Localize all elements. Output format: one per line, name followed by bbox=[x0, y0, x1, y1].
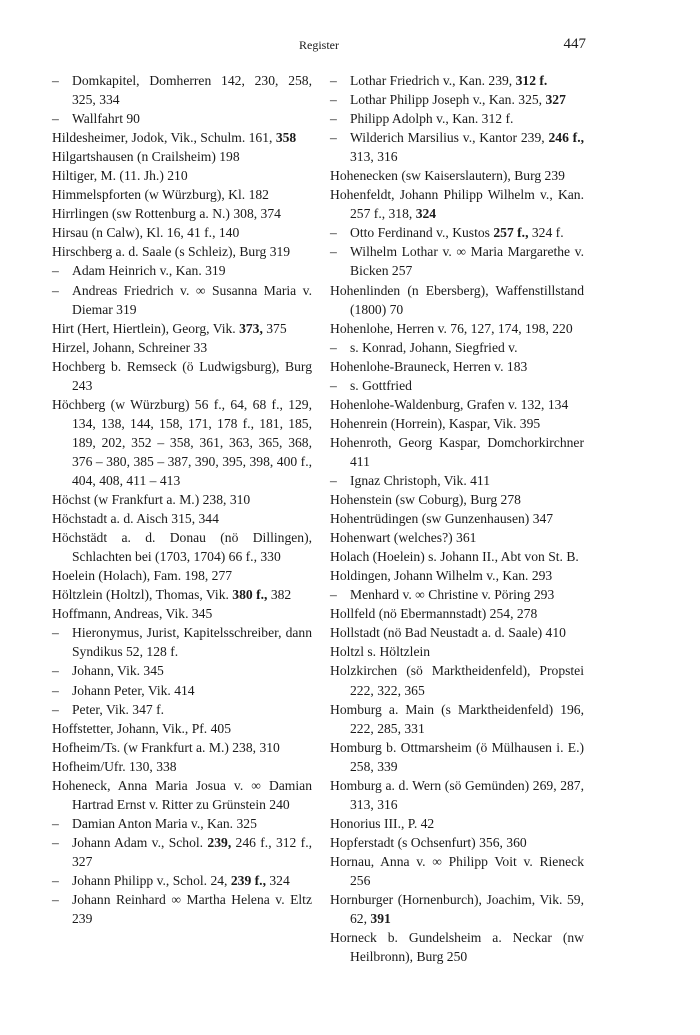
index-entry bbox=[330, 623, 584, 642]
subentry-dash: – bbox=[52, 892, 59, 908]
index-entry bbox=[52, 147, 312, 166]
entry-text-continued: 382 bbox=[267, 587, 292, 603]
entry-text: Hollfeld (nö Ebermannstadt) 254, 278 bbox=[330, 606, 538, 622]
entry-text: Höchstädt a. d. Donau (nö Dillingen), Schlachten bei (1703, 1704) 66 f., 330 bbox=[52, 530, 312, 565]
index-entry bbox=[330, 528, 584, 547]
index-entry bbox=[330, 661, 584, 699]
subentry-dash: – bbox=[52, 663, 59, 679]
index-entry bbox=[52, 585, 312, 604]
entry-text: s. Gottfried bbox=[350, 377, 412, 393]
entry-bold-reference: 312 f. bbox=[515, 73, 548, 88]
page-number: 447 bbox=[563, 36, 586, 52]
index-entry bbox=[52, 357, 312, 395]
index-subentry bbox=[52, 71, 312, 109]
subentry-dash: – bbox=[330, 377, 337, 393]
entry-text: Andreas Friedrich v. ∞ Susanna Maria v. Diemar 319 bbox=[72, 282, 312, 317]
index-entry bbox=[330, 185, 584, 223]
entry-text: Otto Ferdinand v., Kustos bbox=[350, 225, 494, 241]
entry-text: Honorius III., P. 42 bbox=[330, 815, 435, 831]
subentry-dash: – bbox=[330, 339, 337, 355]
index-entry bbox=[52, 395, 312, 490]
entry-bold-reference: 391 bbox=[370, 911, 391, 927]
entry-text: Hirzel, Johann, Schreiner 33 bbox=[52, 339, 208, 355]
entry-text: Hohenwart (welches?) 361 bbox=[330, 530, 477, 546]
entry-bold-reference: 239, bbox=[207, 834, 232, 850]
index-subentry bbox=[330, 338, 584, 357]
entry-text: Hohenrein (Horrein), Kaspar, Vik. 395 bbox=[330, 415, 541, 431]
index-subentry bbox=[52, 281, 312, 319]
subentry-dash: – bbox=[52, 263, 59, 279]
entry-text: Hoheneck, Anna Maria Josua v. ∞ Damian Hartrad Ernst v. Ritter zu Grünstein 240 bbox=[52, 777, 312, 812]
entry-text-continued: 324 f. bbox=[528, 225, 564, 241]
index-subentry bbox=[330, 90, 584, 109]
index-entry bbox=[330, 776, 584, 814]
index-entry bbox=[52, 166, 312, 185]
entry-text: Hohenecken (sw Kaiserslautern), Burg 239 bbox=[330, 168, 565, 184]
entry-text: Damian Anton Maria v., Kan. 325 bbox=[72, 815, 257, 831]
index-entry bbox=[330, 414, 584, 433]
subentry-dash: – bbox=[52, 701, 59, 717]
index-entry bbox=[330, 490, 584, 509]
entry-text: Hornburger (Hornenburch), Joachim, Vik. 59, 62, bbox=[330, 892, 584, 927]
index-subentry bbox=[52, 890, 312, 928]
entry-text: Homburg b. Ottmarsheim (ö Mülhausen i. E.) 258, 339 bbox=[330, 739, 584, 774]
index-entry bbox=[52, 242, 312, 261]
index-subentry bbox=[330, 585, 584, 604]
index-subentry bbox=[330, 223, 584, 242]
index-subentry bbox=[330, 128, 584, 166]
entry-text: Menhard v. ∞ Christine v. Pöring 293 bbox=[350, 587, 555, 603]
entry-text: Horneck b. Gundelsheim a. Neckar (nw Heilbronn), Burg 250 bbox=[330, 930, 584, 965]
index-entry bbox=[330, 547, 584, 566]
index-subentry bbox=[52, 661, 312, 680]
entry-bold-reference: 358 bbox=[275, 130, 297, 146]
entry-text: Johann Philipp v., Schol. 24, bbox=[72, 872, 231, 888]
entry-text: Hilgartshausen (n Crailsheim) 198 bbox=[52, 149, 240, 165]
entry-text: Hirt (Hert, Hiertlein), Georg, Vik. bbox=[52, 320, 240, 336]
index-entry bbox=[52, 204, 312, 223]
entry-text: Hohenlohe, Herren v. 76, 127, 174, 198, 220 bbox=[330, 320, 573, 336]
index-column-left bbox=[52, 71, 312, 928]
entry-text: Homburg a. d. Wern (sö Gemünden) 269, 287, 313, 316 bbox=[330, 777, 584, 812]
entry-text: Höchstadt a. d. Aisch 315, 344 bbox=[52, 511, 219, 527]
index-entry bbox=[330, 833, 584, 852]
index-entry bbox=[52, 719, 312, 738]
entry-bold-reference: 373, bbox=[239, 320, 263, 336]
subentry-dash: – bbox=[330, 244, 337, 260]
subentry-dash: – bbox=[52, 111, 59, 127]
entry-text: Hirrlingen (sw Rottenburg a. N.) 308, 374 bbox=[52, 206, 281, 222]
entry-text: Peter, Vik. 347 f. bbox=[72, 701, 165, 717]
index-entry bbox=[330, 890, 584, 928]
index-entry bbox=[52, 776, 312, 814]
index-entry bbox=[52, 490, 312, 509]
index-entry bbox=[330, 357, 584, 376]
subentry-dash: – bbox=[330, 92, 337, 108]
index-entry bbox=[330, 928, 584, 966]
entry-text: Ignaz Christoph, Vik. 411 bbox=[350, 472, 491, 488]
subentry-dash: – bbox=[52, 73, 59, 88]
index-entry bbox=[330, 319, 584, 338]
index-subentry bbox=[330, 71, 584, 90]
index-entry bbox=[52, 185, 312, 204]
index-entry bbox=[52, 528, 312, 566]
entry-bold-reference: 327 bbox=[545, 92, 566, 108]
entry-text: Hieronymus, Jurist, Kapitelsschreiber, dann Syndikus 52, 128 f. bbox=[72, 625, 312, 660]
index-subentry bbox=[330, 471, 584, 490]
entry-bold-reference: 324 bbox=[415, 206, 437, 222]
subentry-dash: – bbox=[330, 130, 337, 146]
entry-text-continued: 246 f., 312 f., 327 bbox=[72, 834, 312, 869]
subentry-dash: – bbox=[330, 73, 337, 88]
subentry-dash: – bbox=[330, 587, 337, 603]
entry-text: Hornau, Anna v. ∞ Philipp Voit v. Rieneck 256 bbox=[330, 853, 584, 888]
entry-text: Hohenroth, Georg Kaspar, Domchorkirchner 411 bbox=[330, 434, 584, 469]
index-entry bbox=[330, 166, 584, 185]
entry-text: Hohenlohe-Brauneck, Herren v. 183 bbox=[330, 358, 528, 374]
index-entry bbox=[52, 566, 312, 585]
index-entry bbox=[330, 281, 584, 319]
index-entry bbox=[52, 757, 312, 776]
index-entry bbox=[330, 604, 584, 623]
entry-bold-reference: 380 f., bbox=[232, 587, 268, 603]
entry-text: Holach (Hoelein) s. Johann II., Abt von St. B. bbox=[330, 549, 579, 565]
subentry-dash: – bbox=[330, 225, 337, 241]
entry-text: Hildesheimer, Jodok, Vik., Schulm. 161, bbox=[52, 130, 276, 146]
index-subentry bbox=[52, 814, 312, 833]
entry-text-continued: 324 bbox=[265, 872, 290, 888]
index-column-right bbox=[330, 71, 584, 966]
entry-text: Hohenlinden (n Ebersberg), Waffenstillstand (1800) 70 bbox=[330, 282, 584, 317]
entry-text: Hofheim/Ufr. 130, 338 bbox=[52, 758, 177, 774]
entry-text: Holzkirchen (sö Marktheidenfeld), Propstei 222, 322, 365 bbox=[330, 663, 584, 698]
index-entry bbox=[52, 223, 312, 242]
entry-bold-reference: 246 f., bbox=[548, 130, 584, 146]
entry-text: Johann Adam v., Schol. bbox=[72, 834, 208, 850]
entry-text: Wallfahrt 90 bbox=[72, 111, 140, 127]
entry-text: Hiltiger, M. (11. Jh.) 210 bbox=[52, 168, 188, 184]
entry-text: Wilhelm Lothar v. ∞ Maria Margarethe v. Bicken 257 bbox=[350, 244, 584, 279]
entry-text: Hohenstein (sw Coburg), Burg 278 bbox=[330, 492, 521, 508]
subentry-dash: – bbox=[330, 111, 337, 127]
entry-text: Wilderich Marsilius v., Kantor 239, bbox=[350, 130, 549, 146]
entry-text: Adam Heinrich v., Kan. 319 bbox=[72, 263, 226, 279]
index-entry bbox=[330, 814, 584, 833]
index-subentry bbox=[52, 681, 312, 700]
entry-text-continued: 375 bbox=[262, 320, 287, 336]
entry-text: Hopferstadt (s Ochsenfurt) 356, 360 bbox=[330, 834, 527, 850]
index-entry bbox=[330, 509, 584, 528]
entry-text: Hirsau (n Calw), Kl. 16, 41 f., 140 bbox=[52, 225, 240, 241]
entry-text: Hollstadt (nö Bad Neustadt a. d. Saale) 410 bbox=[330, 625, 566, 641]
entry-text: Philipp Adolph v., Kan. 312 f. bbox=[350, 111, 514, 127]
index-entry bbox=[52, 128, 312, 147]
subentry-dash: – bbox=[330, 472, 337, 488]
entry-text: Johann, Vik. 345 bbox=[72, 663, 164, 679]
index-subentry bbox=[52, 109, 312, 128]
index-entry bbox=[330, 642, 584, 661]
entry-text: Hohenlohe-Waldenburg, Grafen v. 132, 134 bbox=[330, 396, 569, 412]
index-entry bbox=[52, 738, 312, 757]
entry-text: Lothar Philipp Joseph v., Kan. 325, bbox=[350, 92, 546, 108]
index-subentry bbox=[330, 242, 584, 280]
index-entry bbox=[330, 700, 584, 738]
entry-bold-reference: 257 f., bbox=[493, 225, 529, 241]
entry-text: Lothar Friedrich v., Kan. 239, bbox=[350, 73, 516, 88]
entry-text: Höchberg (w Würzburg) 56 f., 64, 68 f., 129, 134, 138, 144, 158, 171, 178 f., 181, 185, 189, 202, 352 – 358, 361, 363, 365, 368, 376 – 380, 385 – 387, 390, 395, 398, 400 f., 404, 408, 411 – 413 bbox=[52, 396, 312, 488]
index-entry bbox=[52, 509, 312, 528]
index-entry bbox=[52, 319, 312, 338]
entry-text: Hoffmann, Andreas, Vik. 345 bbox=[52, 606, 213, 622]
running-header-title: Register bbox=[299, 38, 339, 52]
entry-text: Höltzlein (Holtzl), Thomas, Vik. bbox=[52, 587, 233, 603]
subentry-dash: – bbox=[52, 625, 59, 641]
subentry-dash: – bbox=[52, 872, 59, 888]
index-subentry bbox=[52, 833, 312, 871]
index-entry bbox=[330, 395, 584, 414]
entry-text: Hoelein (Holach), Fam. 198, 277 bbox=[52, 568, 233, 584]
entry-text: Hoffstetter, Johann, Vik., Pf. 405 bbox=[52, 720, 231, 736]
entry-text: Hochberg b. Remseck (ö Ludwigsburg), Burg 243 bbox=[52, 358, 312, 393]
subentry-dash: – bbox=[52, 815, 59, 831]
entry-text: Homburg a. Main (s Marktheidenfeld) 196, 222, 285, 331 bbox=[330, 701, 584, 736]
entry-text: Holtzl s. Höltzlein bbox=[330, 644, 431, 660]
entry-text: Höchst (w Frankfurt a. M.) 238, 310 bbox=[52, 492, 251, 508]
index-entry bbox=[330, 566, 584, 585]
page-header bbox=[52, 36, 586, 60]
entry-text: Johann Reinhard ∞ Martha Helena v. Eltz 239 bbox=[72, 892, 312, 927]
index-subentry bbox=[52, 871, 312, 890]
index-subentry bbox=[52, 700, 312, 719]
entry-text: Hohenfeldt, Johann Philipp Wilhelm v., Kan. 257 f., 318, bbox=[330, 187, 584, 222]
index-subentry bbox=[52, 261, 312, 280]
entry-text: Holdingen, Johann Wilhelm v., Kan. 293 bbox=[330, 568, 553, 584]
entry-text: Johann Peter, Vik. 414 bbox=[72, 682, 195, 698]
index-entry bbox=[330, 433, 584, 471]
entry-text: s. Konrad, Johann, Siegfried v. bbox=[350, 339, 518, 355]
subentry-dash: – bbox=[52, 282, 59, 298]
entry-text: Domkapitel, Domherren 142, 230, 258, 325, 334 bbox=[72, 73, 312, 108]
index-entry bbox=[52, 604, 312, 623]
entry-bold-reference: 239 f., bbox=[230, 872, 266, 888]
entry-text: Hirschberg a. d. Saale (s Schleiz), Burg 319 bbox=[52, 244, 291, 260]
subentry-dash: – bbox=[52, 682, 59, 698]
index-subentry bbox=[52, 623, 312, 661]
entry-text: Hohentrüdingen (sw Gunzenhausen) 347 bbox=[330, 511, 554, 527]
index-entry bbox=[52, 338, 312, 357]
entry-text: Himmelspforten (w Würzburg), Kl. 182 bbox=[52, 187, 269, 203]
entry-text: Hofheim/Ts. (w Frankfurt a. M.) 238, 310 bbox=[52, 739, 280, 755]
entry-text-continued: 313, 316 bbox=[350, 149, 398, 165]
index-entry bbox=[330, 738, 584, 776]
index-subentry bbox=[330, 376, 584, 395]
index-subentry bbox=[330, 109, 584, 128]
subentry-dash: – bbox=[52, 834, 59, 850]
index-entry bbox=[330, 852, 584, 890]
